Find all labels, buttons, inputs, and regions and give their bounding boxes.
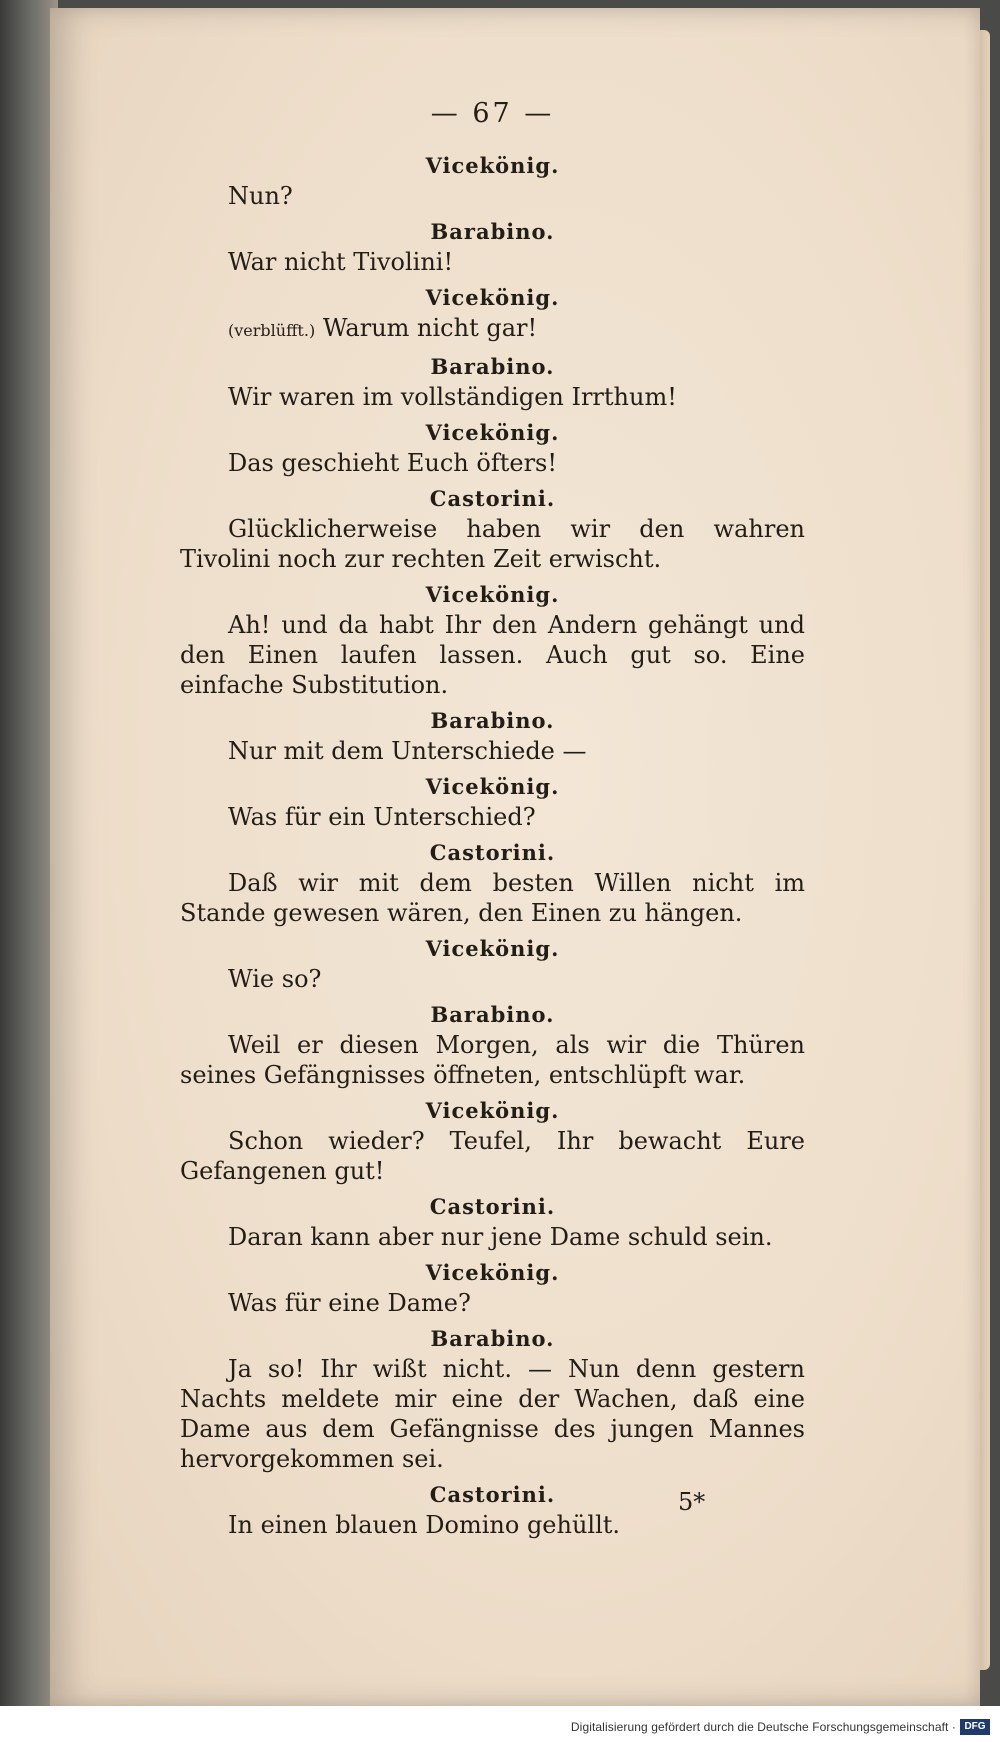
speaker-name: Vicekönig.: [425, 1098, 560, 1123]
speaker-name: Vicekönig.: [425, 420, 560, 445]
dialogue-line: [180, 1222, 805, 1252]
footer-bar: [0, 1706, 1000, 1742]
dialogue-text: Wir waren im vollständigen Irrthum!: [228, 383, 677, 411]
dfg-logo: DFG: [960, 1719, 990, 1735]
dialogue-text: Was für eine Dame?: [228, 1289, 471, 1317]
dialogue-text: Nun?: [228, 182, 293, 210]
dialogue-line: [180, 247, 805, 277]
speaker-name: Vicekönig.: [425, 582, 560, 607]
dialogue-line: [180, 514, 805, 574]
speaker-name: Vicekönig.: [425, 774, 560, 799]
footer-credit: Digitalisierung gefördert durch die Deutsche Forschungsgemeinschaft ·: [570, 1720, 956, 1734]
dialogue-text: Daß wir mit dem besten Willen nicht im Stande gewesen wären, den Einen zu hängen.: [180, 869, 805, 927]
page-number: — 67 —: [430, 98, 555, 129]
dialogue-text: In einen blauen Domino gehüllt.: [228, 1511, 621, 1539]
speaker-name: Castorini.: [429, 1194, 556, 1219]
speaker-name: Barabino.: [430, 1326, 555, 1351]
speaker-name: Vicekönig.: [425, 936, 560, 961]
dialogue-text: War nicht Tivolini!: [228, 248, 454, 276]
speaker-name: Castorini.: [429, 1482, 556, 1507]
dialogue-line: [180, 802, 805, 832]
speaker-name: Barabino.: [430, 1002, 555, 1027]
dialogue-line: [180, 1288, 805, 1318]
speaker-name: Castorini.: [429, 840, 556, 865]
dialogue-line: [180, 736, 805, 766]
dialogue-text: Wie so?: [228, 965, 322, 993]
dialogue-line: [180, 382, 805, 412]
dialogue-line: [180, 1510, 805, 1540]
speaker-name: Vicekönig.: [425, 153, 560, 178]
stage-direction: (verblüfft.): [228, 321, 316, 340]
signature-mark: 5*: [678, 1488, 706, 1516]
dialogue-line: [180, 1126, 805, 1186]
dialogue-text: Ja so! Ihr wißt nicht. — Nun denn gestern Nachts meldete mir eine der Wachen, daß eine Dame aus dem Gefängnisse des jungen Mannes hervorgekommen sei.: [180, 1355, 805, 1473]
dialogue-text: Glücklicherweise haben wir den wahren Tivolini noch zur rechten Zeit erwischt.: [180, 515, 805, 573]
speaker-name: Vicekönig.: [425, 1260, 560, 1285]
dialogue-line: [180, 448, 805, 478]
speaker-name: Barabino.: [430, 708, 555, 733]
dialogue-text: Das geschieht Euch öfters!: [228, 449, 558, 477]
dialogue-line: [180, 313, 805, 346]
dialogue-line: [180, 610, 805, 700]
speaker-name: Vicekönig.: [425, 285, 560, 310]
speaker-name: Barabino.: [430, 354, 555, 379]
page-text: [180, 98, 805, 1546]
dialogue-line: [180, 181, 805, 211]
speaker-name: Barabino.: [430, 219, 555, 244]
dialogue-text: Weil er diesen Morgen, als wir die Thüren seines Gefängnisses öffneten, entschlüpft war.: [180, 1031, 805, 1089]
dialogue-text: Ah! und da habt Ihr den Andern gehängt und den Einen laufen lassen. Auch gut so. Eine einfache Substitution.: [180, 611, 805, 699]
dialogue-text: Schon wieder? Teufel, Ihr bewacht Eure Gefangenen gut!: [180, 1127, 805, 1185]
speaker-name: Castorini.: [429, 486, 556, 511]
dialogue-line: [180, 1030, 805, 1090]
dialogue: [180, 151, 805, 1540]
dialogue-line: [180, 964, 805, 994]
dialogue-text: Nur mit dem Unterschiede —: [228, 737, 587, 765]
dialogue-text: Was für ein Unterschied?: [228, 803, 536, 831]
dialogue-line: [180, 1354, 805, 1474]
dialogue-text: Daran kann aber nur jene Dame schuld sein.: [228, 1223, 773, 1251]
dialogue-line: [180, 868, 805, 928]
dialogue-text: Warum nicht gar!: [322, 314, 538, 342]
